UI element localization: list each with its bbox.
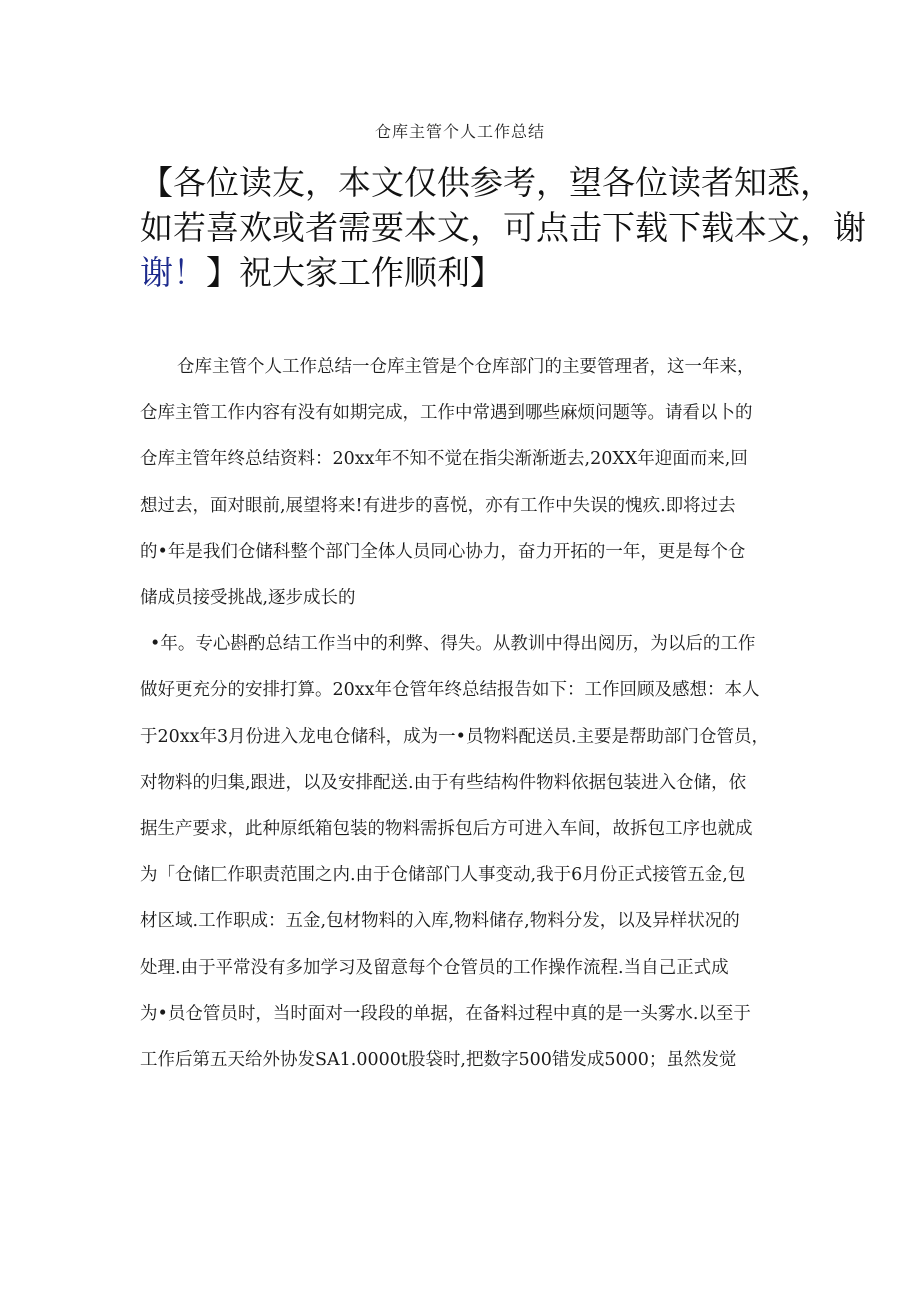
body-line: 为「仓储匚作职责范围之内.由于仓储部门人事变动,我于6月份正式接管五金,包 [140, 865, 746, 886]
body-line: •年。专心斟酌总结工作当中的利弊、得失。从教训中得出阅历，为以后的工作 [150, 634, 756, 655]
body-line: 于20xx年3月份进入龙电仓储科，成为一•员物料配送员.主要是帮助部门仓管员， [140, 726, 770, 747]
body-line: 处理.由于平常没有多加学习及留意每个仓管员的工作操作流程.当自己正式成 [140, 957, 729, 978]
body-line: 储成员接受挑战,逐步成长的 [140, 588, 356, 609]
body-line: 仓库主管工作内容有没有如期完成，工作中常遇到哪些麻烦问题等。请看以卜的 [140, 403, 753, 424]
body-line: 为•员仓管员时，当时面对一段段的单据，在备料过程中真的是一头雾水.以至于 [140, 1003, 751, 1024]
body-line: 的•年是我们仓储科整个部门全体人员同心协力，奋力开拓的一年，更是每个仓 [140, 541, 746, 562]
notice-line-2: 如若喜欢或者需要本文，可点击下载下载本文，谢 [140, 208, 866, 247]
document-title: 仓库主管个人工作总结 [374, 122, 545, 141]
body-line: 做好更充分的安排打算。20xx年仓管年终总结报告如下：工作回顾及感想：本人 [140, 680, 760, 701]
body-paragraph [140, 344, 800, 1083]
notice-line-1: 【各位读友，本文仅供参考，望各位读者知悉， [140, 163, 833, 202]
reader-notice [140, 160, 866, 295]
body-line: 仓库主管年终总结资料：20xx年不知不觉在指尖渐渐逝去,20XX年迎面而来,回 [140, 449, 748, 470]
body-line: 工作后第五天给外协发SA1.0000t股袋时,把数字500错发成5000；虽然发觉 [140, 1050, 737, 1071]
body-line: 仓库主管个人工作总结一仓库主管是个仓库部门的主要管理者，这一年来， [177, 357, 755, 377]
body-line: 想过去，面对眼前,展望将来!有进步的喜悦，亦有工作中失误的愧疚.即将过去 [140, 495, 736, 516]
body-line: 对物料的归集,跟进，以及安排配送.由于有些结构件物料依据包装进入仓储，依 [140, 772, 747, 793]
body-line: 材区域.工作职成：五金,包材物料的入库,物料储存,物料分发，以及异样状况的 [140, 911, 740, 932]
notice-line-3 [140, 250, 800, 295]
body-line: 据生产要求，此种原纸箱包装的物料需拆包后方可进入车间，故拆包工序也就成 [140, 819, 753, 840]
notice-line-3-rest: 】祝大家工作顺利】 [206, 253, 503, 292]
notice-accent-text: 谢！ [140, 253, 206, 292]
